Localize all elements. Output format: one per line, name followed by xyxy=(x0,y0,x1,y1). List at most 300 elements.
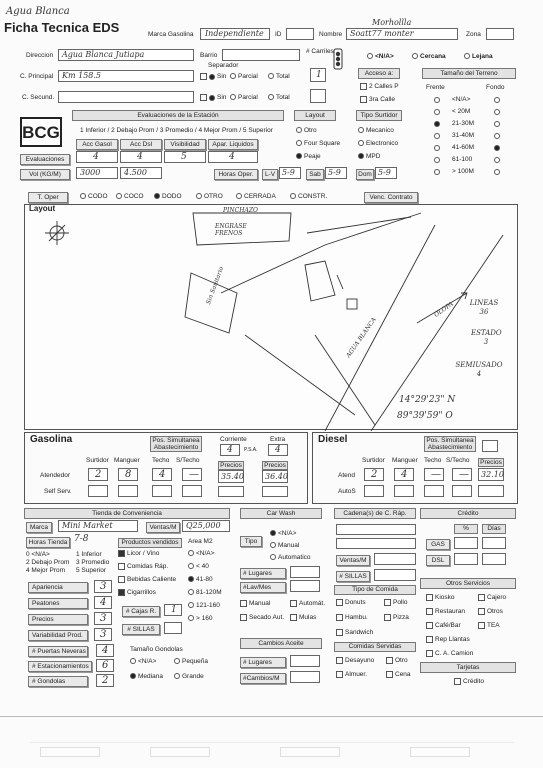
sep1-total[interactable]: Total xyxy=(268,73,290,80)
frente-radio[interactable] xyxy=(434,133,440,139)
sketch-note-pinchazo: PINCHAZO xyxy=(223,207,258,214)
producto-comidas[interactable]: Comidas Ráp. xyxy=(118,563,168,570)
radio-icon xyxy=(188,563,194,569)
evaluaciones-scale: 1 Inferior / 2 Debajo Prom / 3 Promedio / 4 Mejor Prom / 5 Superior xyxy=(80,127,273,134)
cadena-field-1[interactable] xyxy=(336,524,416,535)
zona-label: Zona xyxy=(466,31,481,38)
carwash-lav-label: #Lav/Mes xyxy=(240,582,286,593)
gas-precios-corriente-label: Precios xyxy=(218,461,244,470)
credito-gas-dias[interactable] xyxy=(482,537,506,549)
peatones-value: 4 xyxy=(100,597,107,608)
dsl-autos-precio[interactable] xyxy=(478,485,504,497)
checkbox-icon xyxy=(478,622,485,629)
sketch-note-engrase: ENGRASE FRENOS xyxy=(215,223,247,237)
fondo-radio[interactable] xyxy=(494,169,500,175)
checkbox-icon xyxy=(118,563,125,570)
gasolina-title: Gasolina xyxy=(30,434,73,445)
eval-visibilidad-value: 5 xyxy=(181,152,187,162)
dsl-autos-stecho[interactable] xyxy=(452,485,472,497)
comida-pollo[interactable]: Pollo xyxy=(384,599,407,606)
radio-icon xyxy=(209,74,215,80)
gas-atend-stecho[interactable] xyxy=(182,468,202,481)
gas-col-techo: Techo xyxy=(152,457,170,464)
credito-dsl-pct[interactable] xyxy=(454,553,478,565)
carwash-mulas[interactable]: Mulas xyxy=(290,614,316,621)
radio-icon xyxy=(174,658,180,664)
diesel-pos-label: Pos. Simultanea Abastecimiento xyxy=(424,436,476,452)
zona-field[interactable] xyxy=(486,28,514,40)
sketch-note-semiusado: SEMIUSADO 4 xyxy=(455,361,503,378)
radio-icon xyxy=(296,153,302,159)
sketch-note-sanitario: Sin Sanitario xyxy=(205,265,226,306)
apariencia-label: Apariencia xyxy=(28,582,88,593)
corriente-field[interactable] xyxy=(220,444,240,456)
marca-value: Independiente xyxy=(205,29,264,38)
cajeros-label: # Cajas R. xyxy=(122,606,160,617)
extra-field[interactable] xyxy=(268,444,288,456)
layout-peaje[interactable]: Peaje xyxy=(296,153,321,160)
lv-label: L-V xyxy=(262,169,278,180)
area-option[interactable]: > 160 xyxy=(188,615,212,622)
cadena-ventas-label: Ventas/M xyxy=(336,555,370,566)
terreno-size-label: < 20M xyxy=(452,108,471,115)
carwash-header: Car Wash xyxy=(240,508,322,519)
neveras-field[interactable] xyxy=(96,644,114,657)
frente-radio[interactable] xyxy=(434,97,440,103)
tienda-ventas-label: Ventas/M xyxy=(146,522,180,533)
direccion-field[interactable] xyxy=(58,49,194,61)
sab-field[interactable] xyxy=(325,167,347,179)
radio-icon xyxy=(230,73,236,79)
carwash-lugares-field[interactable] xyxy=(290,566,320,578)
precios-field[interactable] xyxy=(94,612,112,625)
fondo-radio[interactable] xyxy=(494,121,500,127)
area-option[interactable]: < 40 xyxy=(188,563,209,570)
servicio-otros[interactable]: Otros xyxy=(478,608,503,615)
tienda-marca-label: Marca xyxy=(26,522,52,533)
frente-radio[interactable] xyxy=(434,145,440,151)
nombre-extra: Morhollla xyxy=(372,18,412,27)
corriente-value: 4 xyxy=(227,445,233,455)
dsl-col-surtidor: Surtidor xyxy=(362,457,385,464)
gondola-pequena[interactable]: Pequeña xyxy=(174,658,208,665)
area-option[interactable]: 41-80 xyxy=(188,576,213,583)
layout-otro[interactable]: Otro xyxy=(296,127,317,134)
cajeros-field[interactable] xyxy=(164,604,182,616)
dsl-atend-stecho-value: — xyxy=(459,469,469,480)
apariencia-field[interactable] xyxy=(94,580,112,593)
credito-col-dias: Días xyxy=(482,524,506,534)
checkbox-icon xyxy=(360,83,367,90)
tienda-ventas-field[interactable] xyxy=(182,520,230,532)
servida-almuer[interactable]: Almuer. xyxy=(336,671,367,678)
bleed-through xyxy=(30,742,514,763)
dom-field[interactable] xyxy=(375,167,397,179)
eval-acc-gasol-value: 4 xyxy=(93,152,99,162)
radio-icon xyxy=(290,193,296,199)
dsl-atend-surtidor[interactable] xyxy=(364,468,384,481)
diesel-pos-field[interactable] xyxy=(482,440,498,452)
page-title: Ficha Tecnica EDS xyxy=(4,20,120,35)
c-secund-label: C. Secund. xyxy=(22,94,55,101)
tarjetas-header: Tarjetas xyxy=(420,662,516,673)
oper-cerrada[interactable]: CERRADA xyxy=(236,193,276,200)
servicio-kiosko[interactable]: Kiosko xyxy=(426,594,455,601)
servicio-restauran[interactable]: Restauran xyxy=(426,608,465,615)
precio-diesel-value: 32.10 xyxy=(481,470,504,479)
carwash-tipo-na[interactable]: <N/A> xyxy=(270,530,296,537)
cambios-lugares-field[interactable] xyxy=(290,655,320,667)
checkbox-icon xyxy=(454,678,461,685)
frente-radio[interactable] xyxy=(434,121,440,127)
dsl-atend-stecho[interactable] xyxy=(452,468,472,481)
eval-apar-liquidos[interactable] xyxy=(208,151,258,163)
lv-field[interactable] xyxy=(279,167,301,179)
eval-acc-gasol[interactable] xyxy=(76,151,118,163)
dsl-atend-techo[interactable] xyxy=(424,468,444,481)
oper-otro[interactable]: OTRO xyxy=(196,193,223,200)
servida-cena[interactable]: Cena xyxy=(386,671,411,678)
credito-dsl-dias[interactable] xyxy=(482,553,506,565)
distance-option-cercana[interactable]: Cercana xyxy=(412,53,446,60)
handwritten-title: Agua Blanca xyxy=(6,6,70,17)
c-principal-field[interactable] xyxy=(58,70,194,82)
c-secund-field[interactable] xyxy=(58,91,194,103)
marca-field[interactable] xyxy=(200,28,270,40)
producto-bebidas[interactable]: Bebidas Caliente xyxy=(118,576,176,583)
c-principal-label: C. Principal xyxy=(20,73,54,80)
radio-icon xyxy=(188,602,194,608)
nombre-value: Soatt77 monter xyxy=(350,29,414,38)
checkbox-icon xyxy=(118,576,125,583)
gas-atend-surtidor[interactable] xyxy=(88,468,108,481)
dom-label: Dom xyxy=(356,169,374,180)
servicio-rep-llantas[interactable]: Rep Llantas xyxy=(426,636,470,643)
gas-atend-surtidor-value: 2 xyxy=(95,469,102,480)
servida-otro[interactable]: Otro xyxy=(386,657,408,664)
terreno-size-label: 31-40M xyxy=(452,132,475,139)
frente-label: Frente xyxy=(426,84,445,91)
carwash-manual[interactable]: Manual xyxy=(240,600,270,607)
scale-5: 5 Superior xyxy=(76,567,106,574)
marca-label: Marca Gasolina xyxy=(148,31,194,38)
barrio-label: Barrio xyxy=(200,52,218,59)
separador-label: Separador xyxy=(208,62,239,69)
frente-radio[interactable] xyxy=(434,109,440,115)
gas-self-stecho[interactable] xyxy=(182,485,202,497)
layout-header: Layout xyxy=(294,110,336,121)
radio-icon xyxy=(188,615,194,621)
carwash-secado[interactable]: Secado Aut. xyxy=(240,614,284,621)
tam-gondolas-label: Tamaño Gondolas xyxy=(130,646,183,653)
dsl-autos-manguer[interactable] xyxy=(394,485,414,497)
eval-acc-dsl[interactable] xyxy=(120,151,162,163)
sketch-note-estado: ESTADO 3 xyxy=(471,329,502,346)
acceso-3ra[interactable]: 3ra Calle xyxy=(360,96,395,103)
credito-header: Crédito xyxy=(420,508,516,519)
radio-icon xyxy=(236,193,242,199)
corriente-label: Corriente xyxy=(220,436,247,443)
evaluaciones-header: Evaluaciones de la Estación xyxy=(72,110,284,121)
oper-codo[interactable]: CODO xyxy=(80,193,108,200)
tipo-comida-header: Tipo de Comida xyxy=(334,585,416,595)
carwash-lugares-label: # Lugares xyxy=(240,568,286,579)
scale-4: 4 Mejor Prom xyxy=(26,567,66,574)
dsl-atend-label: Atend xyxy=(338,472,355,479)
vol-gasol-value: 3000 xyxy=(80,168,101,177)
terreno-size-label: 61-100 xyxy=(452,156,473,163)
radio-icon xyxy=(270,530,276,536)
dsl-precios-label: Precios xyxy=(478,458,504,467)
producto-cigarrillos[interactable]: Cigarrillos xyxy=(118,589,156,596)
surtidor-electronico[interactable]: Electronico xyxy=(358,140,398,147)
sketch-coord-lon: 89°39'59" O xyxy=(397,411,453,421)
oper-coco[interactable]: COCO xyxy=(116,193,144,200)
peatones-field[interactable] xyxy=(94,596,112,609)
producto-licor[interactable]: Licor / Vino xyxy=(118,550,159,557)
surtidor-mecanico[interactable]: Mecanico xyxy=(358,127,394,134)
frente-radio[interactable] xyxy=(434,157,440,163)
direccion-value: Agua Blanca Jutiapa xyxy=(62,50,145,59)
tienda-sillas-label: # SILLAS xyxy=(122,624,160,635)
extra-value: 4 xyxy=(275,445,281,455)
id-label: ID xyxy=(275,31,282,38)
id-field[interactable] xyxy=(286,28,314,40)
area-option[interactable]: <N/A> xyxy=(188,550,214,557)
cadena-sillas-field[interactable] xyxy=(374,569,416,581)
sketch-title: Layout xyxy=(29,204,56,213)
carriles-field[interactable] xyxy=(310,68,326,82)
dsl-col-techo: Techo xyxy=(424,457,442,464)
sab-value: 5-9 xyxy=(328,168,341,177)
checkbox-icon xyxy=(240,600,247,607)
vol-dsl[interactable] xyxy=(120,167,162,179)
sep2-total[interactable]: Total xyxy=(268,94,290,101)
diesel-title: Diesel xyxy=(318,434,348,445)
otros-servicios-header: Otros Servicios xyxy=(420,578,516,589)
gas-atend-manguer[interactable] xyxy=(118,468,138,481)
checkbox-icon xyxy=(290,600,297,607)
radio-icon xyxy=(358,153,364,159)
precio-extra-value: 36.40 xyxy=(265,472,288,481)
servicio-cajero[interactable]: Cajero xyxy=(478,594,506,601)
fondo-radio[interactable] xyxy=(494,97,500,103)
acceso-2calles[interactable]: 2 Calles P xyxy=(360,83,399,90)
servicio-camion[interactable]: C. A. Camion xyxy=(426,650,473,657)
sep1-parcial[interactable]: Parcial xyxy=(230,73,258,80)
comida-hambu[interactable]: Hambu. xyxy=(336,614,368,621)
acceso-header: Acceso a: xyxy=(358,68,400,79)
bcg-logo: BCG xyxy=(20,117,62,147)
surtidor-mpd[interactable]: MPD xyxy=(358,153,380,160)
checkbox-icon xyxy=(384,614,391,621)
scale-1: 1 Inferior xyxy=(76,551,102,558)
barrio-field[interactable] xyxy=(222,49,300,61)
gas-self-techo[interactable] xyxy=(152,485,172,497)
variedad-label: Variabilidad Prod. xyxy=(28,630,88,641)
horas-tienda-value: 7-8 xyxy=(74,534,89,544)
checkbox-icon xyxy=(336,657,343,664)
servicio-tea[interactable]: TEA xyxy=(478,622,500,629)
area-option[interactable]: 121-160 xyxy=(188,602,220,609)
carriles-value: 1 xyxy=(316,70,322,80)
radio-icon xyxy=(296,140,302,146)
vol-label: Vol (KG/M) xyxy=(20,169,70,180)
carwash-lav-field[interactable] xyxy=(290,580,320,592)
direccion-label: Direccion xyxy=(26,52,54,59)
estacionamientos-field[interactable] xyxy=(96,659,114,672)
gasolina-pos-label: Pos. Simultanea Abastecimiento xyxy=(150,436,202,452)
variedad-field[interactable] xyxy=(94,628,112,641)
checkbox-icon xyxy=(336,614,343,621)
area-option[interactable]: 81-120M xyxy=(188,589,222,596)
radio-icon xyxy=(296,127,302,133)
tienda-marca-value: Mini Market xyxy=(62,521,113,530)
precio-corriente-self[interactable] xyxy=(218,486,244,497)
carriles-label: # Carriles xyxy=(306,48,334,55)
dsl-autos-surtidor[interactable] xyxy=(364,485,384,497)
lv-value: 5-9 xyxy=(282,168,295,177)
dsl-atend-manguer-value: 4 xyxy=(401,469,408,480)
sep1-sin[interactable]: Sin xyxy=(200,73,226,80)
evaluaciones-row-label: Evaluaciones xyxy=(20,154,70,165)
checkbox-icon xyxy=(118,550,125,557)
sep2-sin[interactable]: Sin xyxy=(200,94,226,101)
gondola-na[interactable]: <N/A> xyxy=(130,658,156,665)
gas-self-surtidor[interactable] xyxy=(88,485,108,497)
servicio-cafe[interactable]: Café/Bar xyxy=(426,622,461,629)
terreno-size-label: 41-60M xyxy=(452,144,475,151)
cajeros-value: 1 xyxy=(171,605,177,615)
oper-dodo[interactable]: DODO xyxy=(154,193,182,200)
radio-icon xyxy=(464,53,470,59)
gas-col-surtidor: Surtidor xyxy=(86,457,109,464)
sep2-parcial[interactable]: Parcial xyxy=(230,94,258,101)
gas-atendedor-label: Atendedor xyxy=(40,472,70,479)
psa-label: P.S.A. xyxy=(244,447,258,453)
fondo-radio[interactable] xyxy=(494,157,500,163)
precio-extra-field[interactable] xyxy=(262,470,288,483)
radio-icon xyxy=(367,53,373,59)
venc-contrato-label: Venc. Contrato xyxy=(364,192,418,203)
fondo-radio[interactable] xyxy=(494,109,500,115)
credito-gas-pct[interactable] xyxy=(454,537,478,549)
tienda-marca-field[interactable] xyxy=(58,520,138,532)
neveras-value: 4 xyxy=(102,645,109,656)
gas-self-manguer[interactable] xyxy=(118,485,138,497)
fondo-radio[interactable] xyxy=(494,145,500,151)
distance-option-na[interactable]: <N/A> xyxy=(367,53,394,60)
checkbox-icon xyxy=(336,629,343,636)
precio-corriente-value: 35.40 xyxy=(221,472,244,481)
scale-2: 2 Debajo Prom xyxy=(26,559,70,566)
col-acc-gasol: Acc Gasol xyxy=(76,139,118,150)
comida-donuts[interactable]: Donuts xyxy=(336,599,366,606)
radio-icon xyxy=(174,673,180,679)
tarjeta-credito[interactable]: Crédito xyxy=(454,678,484,685)
gondolas-field[interactable] xyxy=(96,674,114,687)
checkbox-icon xyxy=(426,622,433,629)
gas-atend-manguer-value: 8 xyxy=(125,469,132,480)
fondo-label: Fondo xyxy=(486,84,505,91)
vol-gasol[interactable] xyxy=(76,167,118,179)
scale-3: 3 Promedio xyxy=(76,559,110,566)
dom-value: 5-9 xyxy=(378,168,391,177)
fondo-radio[interactable] xyxy=(494,133,500,139)
precio-extra-self[interactable] xyxy=(262,486,288,497)
variedad-value: 3 xyxy=(100,629,107,640)
comida-pizza[interactable]: Pizza xyxy=(384,614,409,621)
checkbox-icon xyxy=(426,650,433,657)
radio-icon xyxy=(188,576,194,582)
gondola-mediana[interactable]: Mediana xyxy=(130,673,163,680)
sketch-note-olopa: OLOPA xyxy=(433,300,455,319)
gondolas-value: 2 xyxy=(102,675,109,686)
carwash-automat[interactable]: Automát. xyxy=(290,600,325,607)
checkbox-icon xyxy=(290,614,297,621)
cadena-header: Cadena(s) de C. Ráp. xyxy=(334,508,416,519)
radio-icon xyxy=(358,140,364,146)
cadena-field-2[interactable] xyxy=(336,538,416,549)
checkbox-icon xyxy=(426,636,433,643)
estacionamientos-label: # Estacionamientos xyxy=(28,661,92,672)
nombre-field[interactable] xyxy=(346,28,458,40)
terreno-size-label: 21-30M xyxy=(452,120,475,127)
eval-acc-dsl-value: 4 xyxy=(137,152,143,162)
gondola-grande[interactable]: Grande xyxy=(174,673,204,680)
carwash-tipo-manual[interactable]: Manual xyxy=(270,542,299,549)
layout-four-square[interactable]: Four Square xyxy=(296,140,340,147)
servida-desayuno[interactable]: Desayuno xyxy=(336,657,374,664)
checkbox-icon xyxy=(336,671,343,678)
dsl-autos-techo[interactable] xyxy=(424,485,444,497)
radio-icon xyxy=(196,193,202,199)
t-oper-label: T. Oper xyxy=(28,192,68,203)
productos-header: Productos vendidos xyxy=(118,538,182,548)
sketch-coord-lat: 14°29'23" N xyxy=(399,395,456,405)
comida-sandwich[interactable]: Sandwich xyxy=(336,629,373,636)
precios-label: Precios xyxy=(28,614,88,625)
checkbox-icon xyxy=(240,614,247,621)
carriles2-field[interactable] xyxy=(310,89,326,103)
sab-label: Sab xyxy=(306,169,324,180)
gas-atend-techo[interactable] xyxy=(152,468,172,481)
bleed-box-3 xyxy=(280,747,340,757)
comidas-servidas-header: Comidas Servidas xyxy=(334,642,416,652)
cambios-mes-field[interactable] xyxy=(290,671,320,683)
frente-radio[interactable] xyxy=(434,169,440,175)
precios-value: 3 xyxy=(100,613,107,624)
radio-icon xyxy=(116,193,122,199)
sketch-note-lineas: LINEAS 36 xyxy=(469,299,499,316)
eval-apar-liquidos-value: 4 xyxy=(229,152,235,162)
checkbox-icon xyxy=(478,594,485,601)
checkbox-icon xyxy=(386,657,393,664)
oper-constr[interactable]: CONSTR. xyxy=(290,193,327,200)
cadena-ventas-field[interactable] xyxy=(374,553,416,565)
tienda-sillas-field[interactable] xyxy=(164,622,182,634)
distance-option-lejana[interactable]: Lejana xyxy=(464,53,493,60)
eval-visibilidad[interactable] xyxy=(164,151,206,163)
dsl-atend-manguer[interactable] xyxy=(394,468,414,481)
radio-icon xyxy=(80,193,86,199)
precio-corriente-field[interactable] xyxy=(218,470,244,483)
terreno-header: Tamaño del Terreno xyxy=(422,68,516,79)
checkbox-icon xyxy=(200,94,207,101)
carwash-tipo-automatico[interactable]: Automatico xyxy=(270,554,311,561)
c-principal-value: Km 158.5 xyxy=(62,71,102,80)
precio-diesel-field[interactable] xyxy=(478,468,504,481)
